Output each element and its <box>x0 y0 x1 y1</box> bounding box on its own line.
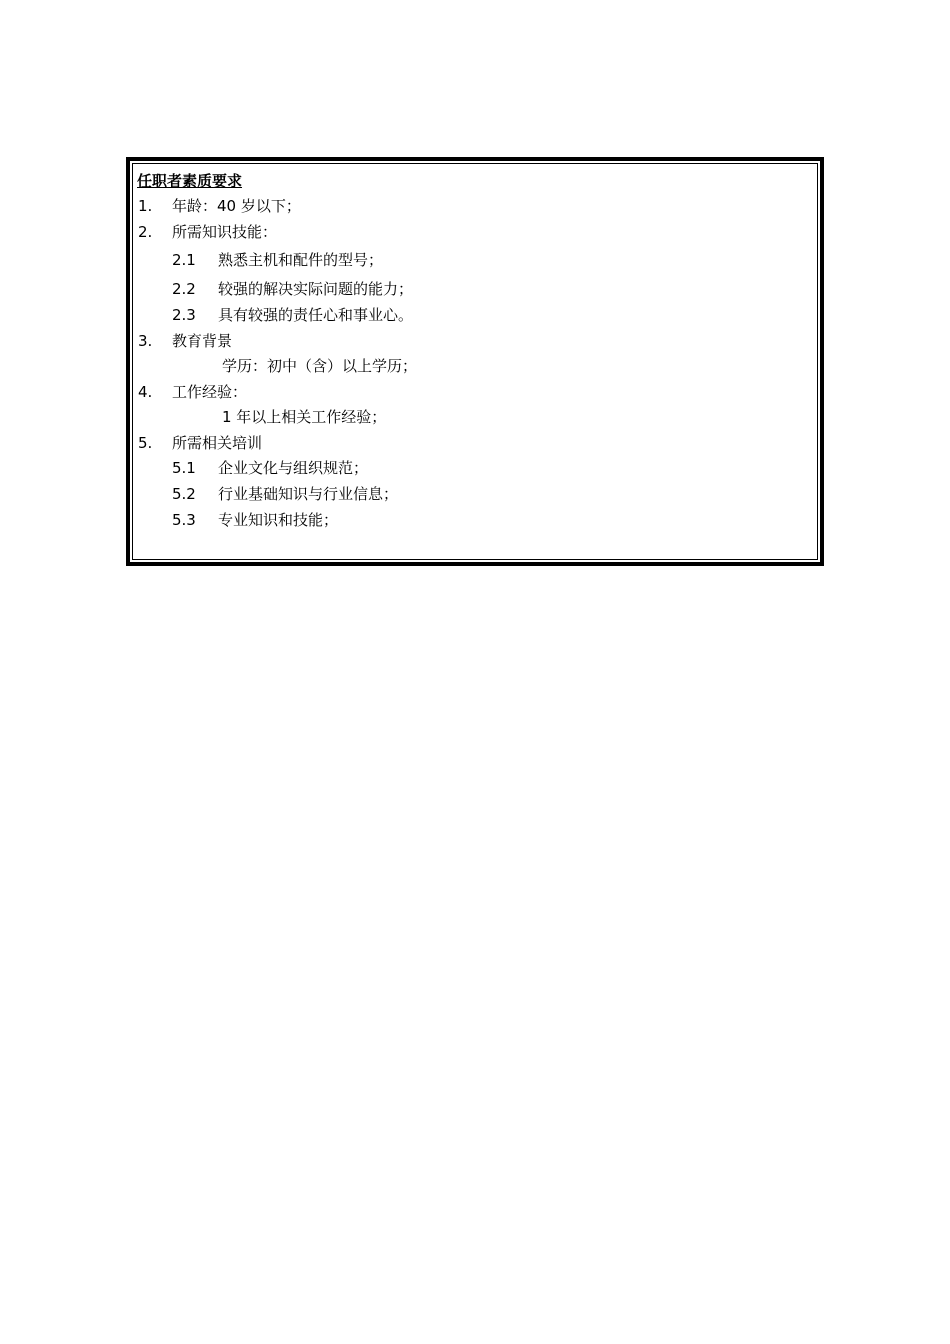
list-item-text: 年龄：40 岁以下； <box>172 197 301 215</box>
list-item-4-detail <box>222 407 386 427</box>
list-item-number: 5. <box>138 434 153 452</box>
list-item-number: 5.2 <box>172 485 196 503</box>
list-item-text: 教育背景 <box>172 332 233 350</box>
list-item-3 <box>138 331 232 351</box>
list-item-number: 2.3 <box>172 306 196 324</box>
list-item-3-detail <box>222 356 417 376</box>
list-item-number: 5.1 <box>172 459 196 477</box>
list-item-1 <box>138 196 301 216</box>
list-item-text: 学历：初中（含）以上学历； <box>222 357 418 375</box>
list-item-2-3 <box>172 305 413 325</box>
list-item-number: 2. <box>138 223 153 241</box>
list-item-2-2 <box>172 279 413 299</box>
section-title: 任职者素质要求 <box>137 172 243 190</box>
list-item-text: 所需知识技能： <box>172 223 278 241</box>
list-item-text: 专业知识和技能； <box>218 511 339 529</box>
list-item-4 <box>138 382 247 402</box>
list-item-number: 3. <box>138 332 153 350</box>
list-item-text: 工作经验： <box>172 383 248 401</box>
list-item-text: 所需相关培训 <box>172 434 263 452</box>
list-item-text: 企业文化与组织规范； <box>218 459 369 477</box>
list-item-5 <box>138 433 262 453</box>
list-item-2 <box>138 222 277 242</box>
list-item-text: 熟悉主机和配件的型号； <box>218 251 384 269</box>
list-item-text: 行业基础知识与行业信息； <box>218 485 399 503</box>
list-item-text: 1 年以上相关工作经验； <box>222 408 387 426</box>
list-item-number: 4. <box>138 383 153 401</box>
list-item-text: 具有较强的责任心和事业心。 <box>218 306 414 324</box>
requirements-box <box>126 157 824 566</box>
list-item-5-3 <box>172 510 338 530</box>
list-item-text: 较强的解决实际问题的能力； <box>218 280 414 298</box>
list-item-5-2 <box>172 484 398 504</box>
list-item-5-1 <box>172 458 368 478</box>
list-item-number: 2.1 <box>172 251 196 269</box>
list-item-2-1 <box>172 250 383 270</box>
list-item-number: 1. <box>138 197 153 215</box>
list-item-number: 5.3 <box>172 511 196 529</box>
list-item-number: 2.2 <box>172 280 196 298</box>
